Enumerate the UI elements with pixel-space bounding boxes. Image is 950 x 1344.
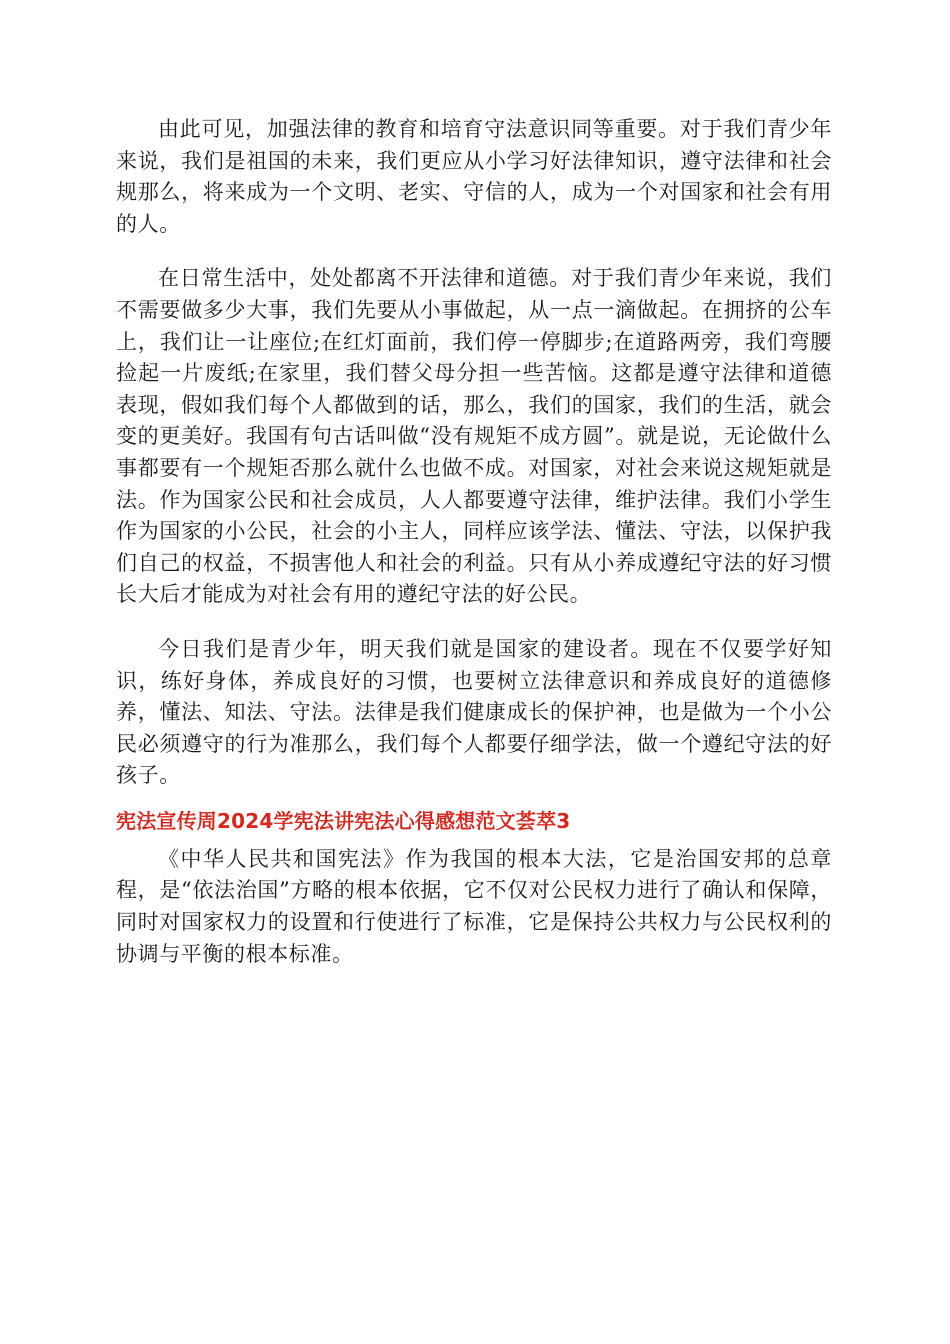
document-body <box>116 114 832 970</box>
paragraph-future-builders: 今日我们是青少年，明天我们就是国家的建设者。现在不仅要学好知识，练好身体，养成良好的习惯，也要树立法律意识和养成良好的道德修养，懂法、知法、守法。法律是我们健康成长的保护神，也是做为一个小公民必须遵守的行为准那么，我们每个人都要仔细学法，做一个遵纪守法的好孩子。 <box>116 636 832 788</box>
paragraph-legal-education: 由此可见，加强法律的教育和培育守法意识同等重要。对于我们青少年来说，我们是祖国的未来，我们更应从小学习好法律知识，遵守法律和社会规那么，将来成为一个文明、老实、守信的人，成为一个对国家和社会有用的人。 <box>116 117 832 236</box>
paragraph-constitution: 《中华人民共和国宪法》作为我国的根本大法，它是治国安邦的总章程，是“依法治国”方略的根本依据，它不仅对公民权力进行了确认和保障，同时对国家权力的设置和行使进行了标准，它是保持公共权力与公民权利的协调与平衡的根本标准。 <box>116 846 832 966</box>
section-heading: 宪法宣传周2024学宪法讲宪法心得感想范文荟萃3 <box>116 808 571 833</box>
paragraph-daily-life: 在日常生活中，处处都离不开法律和道德。对于我们青少年来说，我们不需要做多少大事，我们先要从小事做起，从一点一滴做起。在拥挤的公车上，我们让一让座位;在红灯面前，我们停一停脚步;在道路两旁，我们弯腰捡起一片废纸;在家里，我们替父母分担一些苦恼。这都是遵守法律和道德表现，假如我们每个人都做到的话，那么，我们的国家，我们的生活，就会变的更美好。我国有句古话叫做“没有规矩不成方圆”。就是说，无论做什么事都要有一个规矩否那么就什么也做不成。对国家，对社会来说这规矩就是法。作为国家公民和社会成员，人人都要遵守法律，维护法律。我们小学生作为国家的小公民，社会的小主人，同样应该学法、懂法、守法，以保护我们自己的权益，不损害他人和社会的利益。只有从小养成遵纪守法的好习惯长大后才能成为对社会有用的遵纪守法的好公民。 <box>116 266 832 607</box>
